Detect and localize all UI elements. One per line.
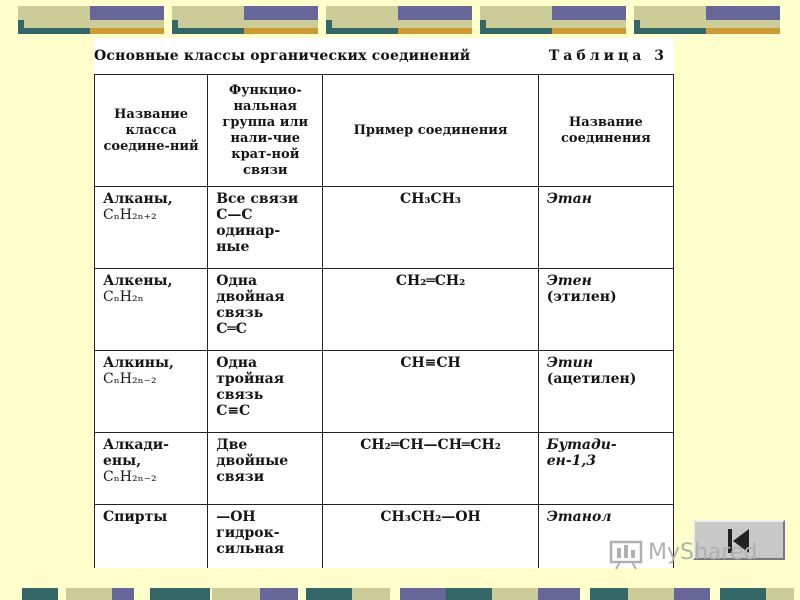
bottom-bar-segment (150, 588, 210, 600)
class-formula: CₙH₂ₙ₋₂ (103, 469, 157, 485)
header-example: Пример соединения (323, 75, 538, 187)
table-row (95, 187, 674, 269)
table-row (95, 351, 674, 433)
class-name: Алкины, (103, 355, 174, 371)
functional-group-cell: Две двойные связи (208, 433, 323, 505)
compound-name: Этин (546, 355, 594, 371)
compound-name: Бутади- ен-1,3 (546, 437, 617, 469)
bottom-bar-segment (492, 588, 538, 600)
bottom-bar-segment (66, 588, 112, 600)
table-header-row (95, 75, 674, 187)
class-formula: CₙH₂ₙ₊₂ (103, 207, 157, 223)
organic-classes-table (94, 74, 674, 568)
table-number: Таблица 3 (548, 48, 668, 64)
table-sheet (94, 38, 674, 568)
presentation-board-icon (608, 540, 644, 570)
bottom-decoration (0, 588, 800, 600)
top-bar-block (634, 6, 780, 34)
class-cell (95, 351, 208, 433)
compound-cell (538, 269, 673, 351)
header-compound-name: Название соединения (538, 75, 673, 187)
top-bar-block (172, 6, 318, 34)
functional-group-cell: Одна двойная связь C═C (208, 269, 323, 351)
compound-alt-name: (ацетилен) (546, 371, 637, 387)
sheet-title: Основные классы органических соединений (94, 48, 471, 64)
functional-group-cell: —OH гидрок- сильная (208, 505, 323, 569)
functional-group-cell: Одна тройная связь C≡C (208, 351, 323, 433)
class-name: Алкади- ены, (103, 437, 169, 469)
bottom-bar-segment (306, 588, 352, 600)
top-bar-block (326, 6, 472, 34)
class-formula: CₙH₂ₙ₋₂ (103, 371, 157, 387)
class-name: Алканы, (103, 191, 173, 207)
top-decoration (18, 6, 782, 36)
table-row (95, 505, 674, 569)
top-bar-block (480, 6, 626, 34)
class-formula: CₙH₂ₙ (103, 289, 144, 305)
compound-alt-name: (этилен) (546, 289, 617, 305)
bottom-bar-segment (212, 588, 260, 600)
bottom-bar-segment (446, 588, 492, 600)
watermark (608, 538, 778, 572)
example-cell: CH≡CH (323, 351, 538, 433)
compound-cell (538, 187, 673, 269)
class-cell (95, 269, 208, 351)
bottom-bar-segment (538, 588, 580, 600)
compound-name: Этен (546, 273, 592, 289)
bottom-bar-segment (352, 588, 390, 600)
table-row (95, 269, 674, 351)
header-class-name: Название класса соедине-ний (95, 75, 208, 187)
example-cell: CH₂═CH₂ (323, 269, 538, 351)
bottom-bar-segment (400, 588, 446, 600)
example-cell: CH₃CH₃ (323, 187, 538, 269)
class-cell (95, 187, 208, 269)
bottom-bar-segment (674, 588, 710, 600)
compound-name: Этан (546, 191, 592, 207)
compound-cell (538, 433, 673, 505)
bottom-bar-segment (22, 588, 58, 600)
table-row (95, 433, 674, 505)
bottom-bar-segment (260, 588, 298, 600)
class-name: Алкены, (103, 273, 173, 289)
bottom-bar-segment (112, 588, 134, 600)
compound-cell (538, 351, 673, 433)
watermark-text: MyShared (648, 540, 758, 565)
functional-group-cell: Все связи C—C одинар- ные (208, 187, 323, 269)
bottom-bar-segment (720, 588, 766, 600)
header-functional-group: Функцио-нальная группа или нали-чие крат-ной связи (208, 75, 323, 187)
example-cell: CH₂═CH—CH═CH₂ (323, 433, 538, 505)
class-cell (95, 505, 208, 569)
example-cell: CH₃CH₂—OH (323, 505, 538, 569)
compound-name: Этанол (546, 509, 612, 525)
class-cell (95, 433, 208, 505)
sheet-header (94, 46, 674, 68)
class-name: Спирты (103, 509, 168, 525)
bottom-bar-segment (590, 588, 628, 600)
top-bar-block (18, 6, 164, 34)
bottom-bar-segment (766, 588, 794, 600)
bottom-bar-segment (628, 588, 674, 600)
